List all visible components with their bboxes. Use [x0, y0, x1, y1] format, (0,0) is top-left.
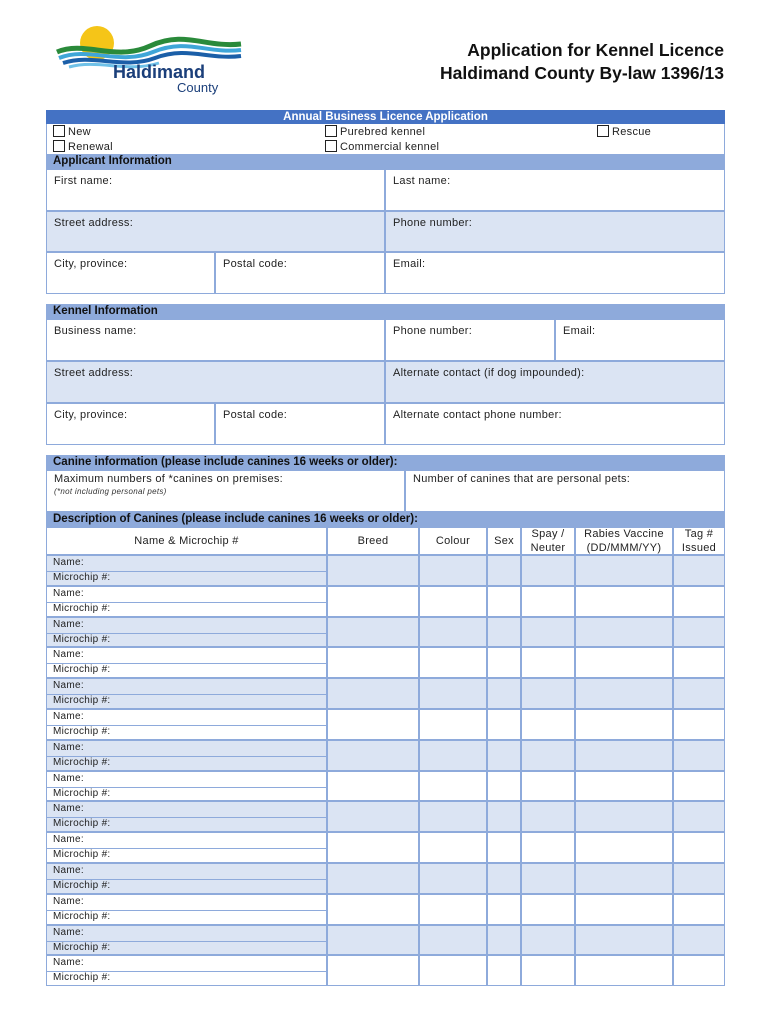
form-title: Application for Kennel Licence	[467, 40, 724, 60]
microchip-label: Microchip #:	[53, 972, 111, 983]
microchip-label: Microchip #:	[53, 695, 111, 706]
colour-cell[interactable]	[419, 647, 487, 678]
tag-issued-cell[interactable]	[673, 894, 725, 925]
description-section-title: Description of Canines (please include canines 16 weeks or older):	[46, 512, 725, 527]
spay-neuter-cell[interactable]	[521, 617, 575, 647]
microchip-label: Microchip #:	[53, 911, 111, 922]
logo-county: County	[177, 80, 219, 95]
name-microchip-cell[interactable]	[46, 586, 327, 617]
option-new[interactable]: New	[53, 125, 91, 138]
colour-cell[interactable]	[419, 863, 487, 894]
option-purebred[interactable]: Purebred kennel	[325, 125, 425, 138]
microchip-label: Microchip #:	[53, 664, 111, 675]
breed-cell[interactable]	[327, 740, 419, 771]
tag-issued-cell[interactable]	[673, 647, 725, 678]
kennel-city-field[interactable]: City, province:	[46, 403, 215, 445]
sex-cell[interactable]	[487, 955, 521, 986]
canine-max-field[interactable]	[46, 470, 405, 512]
kennel-street-field[interactable]: Street address:	[46, 361, 385, 403]
kennel-business-field[interactable]: Business name:	[46, 319, 385, 361]
name-label: Name:	[53, 803, 84, 814]
colour-cell[interactable]	[419, 894, 487, 925]
breed-cell[interactable]	[327, 647, 419, 678]
microchip-label: Microchip #:	[53, 942, 111, 953]
name-label: Name:	[53, 865, 84, 876]
name-microchip-cell[interactable]	[46, 894, 327, 925]
spay-neuter-cell[interactable]	[521, 832, 575, 863]
sex-cell[interactable]	[487, 771, 521, 801]
breed-cell[interactable]	[327, 801, 419, 832]
canine-max-note: (*not including personal pets)	[54, 487, 167, 496]
name-label: Name:	[53, 588, 84, 599]
checkbox-commercial[interactable]	[325, 140, 337, 152]
applicant-city-field[interactable]: City, province:	[46, 252, 215, 294]
tag-issued-cell[interactable]	[673, 863, 725, 894]
haldimand-county-logo	[55, 18, 245, 100]
kennel-section-title: Kennel Information	[46, 304, 725, 319]
kennel-email-field[interactable]: Email:	[555, 319, 725, 361]
sex-cell[interactable]	[487, 709, 521, 740]
spay-neuter-cell[interactable]	[521, 801, 575, 832]
name-label: Name:	[53, 680, 84, 691]
canine-section-title: Canine information (please include canines 16 weeks or older):	[46, 455, 725, 470]
name-microchip-cell[interactable]	[46, 678, 327, 709]
checkbox-renewal[interactable]	[53, 140, 65, 152]
colour-cell[interactable]	[419, 740, 487, 771]
breed-cell[interactable]	[327, 771, 419, 801]
name-label: Name:	[53, 742, 84, 753]
rabies-vaccine-cell[interactable]	[575, 586, 673, 617]
tag-issued-cell[interactable]	[673, 586, 725, 617]
spay-neuter-cell[interactable]	[521, 678, 575, 709]
rabies-vaccine-cell[interactable]	[575, 925, 673, 955]
spay-neuter-cell[interactable]	[521, 586, 575, 617]
applicant-first-name-field[interactable]: First name:	[46, 169, 385, 211]
tag-issued-cell[interactable]	[673, 801, 725, 832]
rabies-vaccine-cell[interactable]	[575, 555, 673, 586]
form-subtitle: Haldimand County By-law 1396/13	[440, 63, 724, 83]
option-commercial[interactable]: Commercial kennel	[325, 140, 439, 153]
col-header-name-chip: Name & Microchip #	[46, 527, 327, 555]
tag-issued-cell[interactable]	[673, 709, 725, 740]
applicant-postal-field[interactable]: Postal code:	[215, 252, 385, 294]
microchip-label: Microchip #:	[53, 634, 111, 645]
sex-cell[interactable]	[487, 740, 521, 771]
rabies-vaccine-cell[interactable]	[575, 801, 673, 832]
spay-neuter-cell[interactable]	[521, 740, 575, 771]
breed-cell[interactable]	[327, 894, 419, 925]
tag-issued-cell[interactable]	[673, 617, 725, 647]
sex-cell[interactable]	[487, 617, 521, 647]
licence-type-bar: Annual Business Licence Application	[46, 110, 725, 124]
name-microchip-cell[interactable]	[46, 801, 327, 832]
spay-neuter-cell[interactable]	[521, 863, 575, 894]
kennel-alt-phone-field[interactable]: Alternate contact phone number:	[385, 403, 725, 445]
microchip-label: Microchip #:	[53, 788, 111, 799]
breed-cell[interactable]	[327, 709, 419, 740]
colour-cell[interactable]	[419, 925, 487, 955]
name-microchip-cell[interactable]	[46, 832, 327, 863]
rabies-vaccine-cell[interactable]	[575, 832, 673, 863]
name-microchip-cell[interactable]	[46, 955, 327, 986]
sex-cell[interactable]	[487, 894, 521, 925]
microchip-label: Microchip #:	[53, 572, 111, 583]
name-label: Name:	[53, 649, 84, 660]
name-label: Name:	[53, 896, 84, 907]
spay-neuter-cell[interactable]	[521, 555, 575, 586]
colour-cell[interactable]	[419, 832, 487, 863]
tag-issued-cell[interactable]	[673, 832, 725, 863]
name-microchip-cell[interactable]	[46, 647, 327, 678]
kennel-alt-contact-field[interactable]: Alternate contact (if dog impounded):	[385, 361, 725, 403]
sex-cell[interactable]	[487, 678, 521, 709]
rabies-vaccine-cell[interactable]	[575, 771, 673, 801]
microchip-label: Microchip #:	[53, 818, 111, 829]
tag-issued-cell[interactable]	[673, 955, 725, 986]
name-label: Name:	[53, 834, 84, 845]
name-microchip-cell[interactable]	[46, 771, 327, 801]
breed-cell[interactable]	[327, 863, 419, 894]
tag-issued-cell[interactable]	[673, 555, 725, 586]
colour-cell[interactable]	[419, 586, 487, 617]
breed-cell[interactable]	[327, 555, 419, 586]
name-microchip-cell[interactable]	[46, 709, 327, 740]
sex-cell[interactable]	[487, 863, 521, 894]
microchip-label: Microchip #:	[53, 757, 111, 768]
breed-cell[interactable]	[327, 925, 419, 955]
sex-cell[interactable]	[487, 832, 521, 863]
sex-cell[interactable]	[487, 586, 521, 617]
colour-cell[interactable]	[419, 555, 487, 586]
breed-cell[interactable]	[327, 678, 419, 709]
checkbox-purebred[interactable]	[325, 125, 337, 137]
name-microchip-cell[interactable]	[46, 740, 327, 771]
checkbox-new[interactable]	[53, 125, 65, 137]
applicant-last-name-field[interactable]: Last name:	[385, 169, 725, 211]
canine-max-label: Maximum numbers of *canines on premises:	[54, 473, 284, 485]
rabies-vaccine-cell[interactable]	[575, 740, 673, 771]
sex-cell[interactable]	[487, 801, 521, 832]
spay-neuter-cell[interactable]	[521, 894, 575, 925]
spay-neuter-cell[interactable]	[521, 955, 575, 986]
rabies-vaccine-cell[interactable]	[575, 863, 673, 894]
kennel-postal-field[interactable]: Postal code:	[215, 403, 385, 445]
canine-personal-field[interactable]: Number of canines that are personal pets:	[405, 470, 725, 512]
breed-cell[interactable]	[327, 955, 419, 986]
spay-neuter-cell[interactable]	[521, 647, 575, 678]
rabies-vaccine-cell[interactable]	[575, 894, 673, 925]
sex-cell[interactable]	[487, 925, 521, 955]
breed-cell[interactable]	[327, 832, 419, 863]
checkbox-rescue[interactable]	[597, 125, 609, 137]
rabies-vaccine-cell[interactable]	[575, 709, 673, 740]
tag-issued-cell[interactable]	[673, 925, 725, 955]
microchip-label: Microchip #:	[53, 849, 111, 860]
tag-issued-cell[interactable]	[673, 678, 725, 709]
name-label: Name:	[53, 957, 84, 968]
name-label: Name:	[53, 773, 84, 784]
colour-cell[interactable]	[419, 709, 487, 740]
breed-cell[interactable]	[327, 586, 419, 617]
rabies-vaccine-cell[interactable]	[575, 678, 673, 709]
applicant-phone-field[interactable]: Phone number:	[385, 211, 725, 252]
colour-cell[interactable]	[419, 955, 487, 986]
name-microchip-cell[interactable]	[46, 555, 327, 586]
colour-cell[interactable]	[419, 678, 487, 709]
spay-neuter-cell[interactable]	[521, 771, 575, 801]
name-label: Name:	[53, 711, 84, 722]
name-microchip-cell[interactable]	[46, 925, 327, 955]
col-header-spay-neuter: Spay / Neuter	[521, 527, 575, 555]
col-header-breed: Breed	[327, 527, 419, 555]
option-rescue[interactable]: Rescue	[597, 125, 651, 138]
option-renewal[interactable]: Renewal	[53, 140, 113, 153]
col-header-rabies-vaccine: Rabies Vaccine (DD/MMM/YY)	[575, 527, 673, 555]
logo-name: Haldimand	[113, 62, 206, 82]
spay-neuter-cell[interactable]	[521, 925, 575, 955]
microchip-label: Microchip #:	[53, 726, 111, 737]
name-label: Name:	[53, 557, 84, 568]
name-label: Name:	[53, 619, 84, 630]
tag-issued-cell[interactable]	[673, 740, 725, 771]
applicant-email-field[interactable]: Email:	[385, 252, 725, 294]
name-microchip-cell[interactable]	[46, 863, 327, 894]
colour-cell[interactable]	[419, 617, 487, 647]
sex-cell[interactable]	[487, 555, 521, 586]
col-header-sex: Sex	[487, 527, 521, 555]
microchip-label: Microchip #:	[53, 880, 111, 891]
microchip-label: Microchip #:	[53, 603, 111, 614]
rabies-vaccine-cell[interactable]	[575, 955, 673, 986]
name-label: Name:	[53, 927, 84, 938]
colour-cell[interactable]	[419, 801, 487, 832]
tag-issued-cell[interactable]	[673, 771, 725, 801]
sex-cell[interactable]	[487, 647, 521, 678]
col-header-colour: Colour	[419, 527, 487, 555]
applicant-street-field[interactable]: Street address:	[46, 211, 385, 252]
rabies-vaccine-cell[interactable]	[575, 617, 673, 647]
rabies-vaccine-cell[interactable]	[575, 647, 673, 678]
name-microchip-cell[interactable]	[46, 617, 327, 647]
spay-neuter-cell[interactable]	[521, 709, 575, 740]
applicant-section-title: Applicant Information	[46, 154, 725, 169]
kennel-phone-field[interactable]: Phone number:	[385, 319, 555, 361]
colour-cell[interactable]	[419, 771, 487, 801]
breed-cell[interactable]	[327, 617, 419, 647]
col-header-tag-issued: Tag # Issued	[673, 527, 725, 555]
